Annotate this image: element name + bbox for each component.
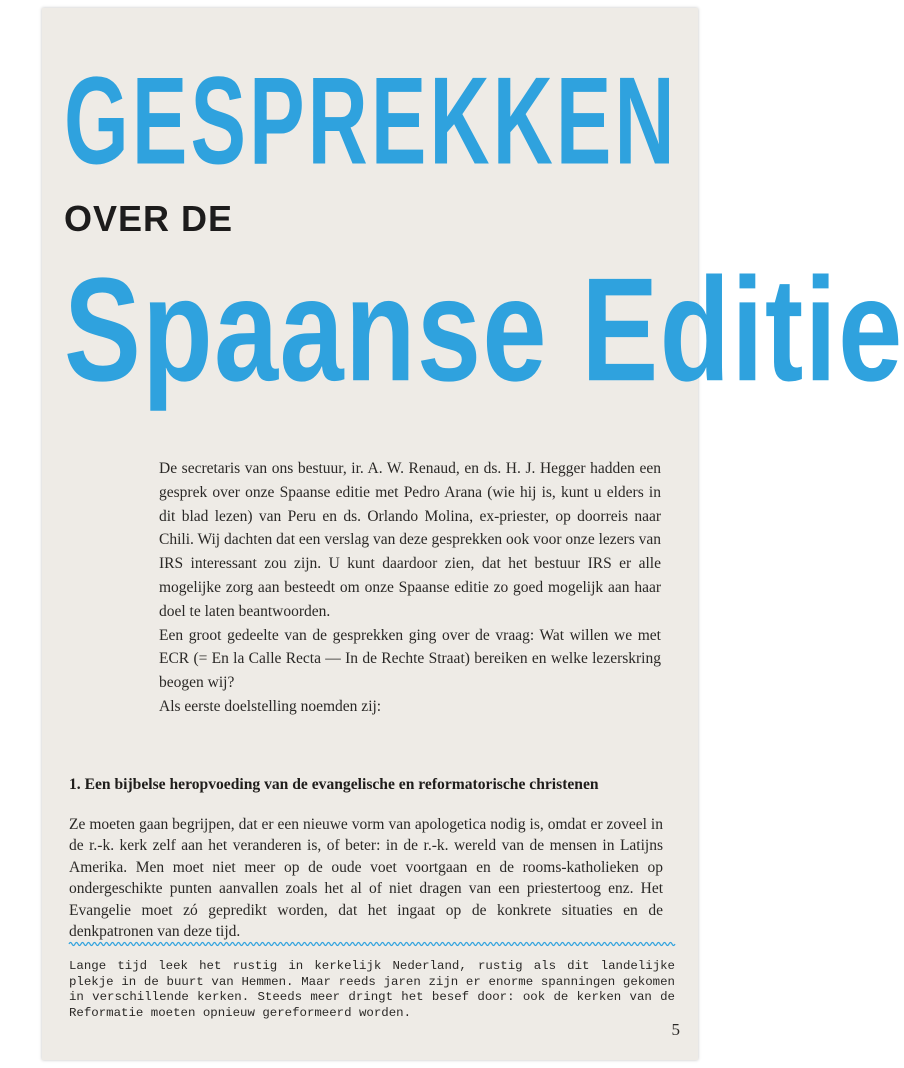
wavy-divider	[69, 940, 675, 948]
title-spaanse-editie: Spaanse Editie	[64, 246, 904, 412]
intro-text	[159, 457, 661, 719]
intro-paragraph-3: Als eerste doelstelling noemden zij:	[159, 697, 382, 715]
title-gesprekken: GESPREKKEN	[64, 50, 678, 190]
title-over-de: OVER DE	[64, 198, 234, 239]
photo-caption: Lange tijd leek het rustig in kerkelijk Nederland, rustig als dit landelijke plekje in de buurt van Hemmen. Maar reeds jaren zijn er enorme spanningen gekomen in verschillende kerken. Steeds meer dringt het besef door: ook de kerken van de Reformatie moeten opnieuw gereformeerd worden.	[69, 959, 675, 1020]
magazine-page	[42, 8, 904, 1060]
page-number: 5	[671, 1020, 680, 1039]
intro-paragraph-2: Een groot gedeelte van de gesprekken ging over de vraag: Wat willen we met ECR (= En la Calle Recta — In de Rechte Straat) bereiken en welke lezerskring beogen wij?	[159, 626, 661, 692]
intro-paragraph-1: De secretaris van ons bestuur, ir. A. W. Renaud, en ds. H. J. Hegger hadden een gesprek over onze Spaanse editie met Pedro Arana (wie hij is, kunt u elders in dit blad lezen) van Peru en ds. Orlando Molina, ex-priester, op doorreis naar Chili. Wij dachten dat een verslag van deze gesprekken ook voor onze lezers van IRS interessant zou zijn. U kunt daardoor zien, dat het bestuur IRS er alle mogelijke zorg aan besteedt om onze Spaanse editie zo goed mogelijk aan haar doel te laten beantwoorden.	[159, 460, 661, 620]
section-heading: 1. Een bijbelse heropvoeding van de evangelische en reformatorische christenen	[69, 776, 599, 793]
section-body: Ze moeten gaan begrijpen, dat er een nieuwe vorm van apologetica nodig is, omdat er zoveel in de r.-k. kerk zelf aan het veranderen is, of beter: in de r.-k. wereld van de mensen in Latijns Amerika. Men moet niet meer op de oude voet voortgaan en de rooms-katholieken op ondergeschikte punten aanvallen zoals het al of niet dragen van een priestertoog enz. Het Evangelie moet zó gepredikt worden, dat het ingaat op de konkrete situaties en de denkpatronen van deze tijd.	[69, 816, 663, 941]
